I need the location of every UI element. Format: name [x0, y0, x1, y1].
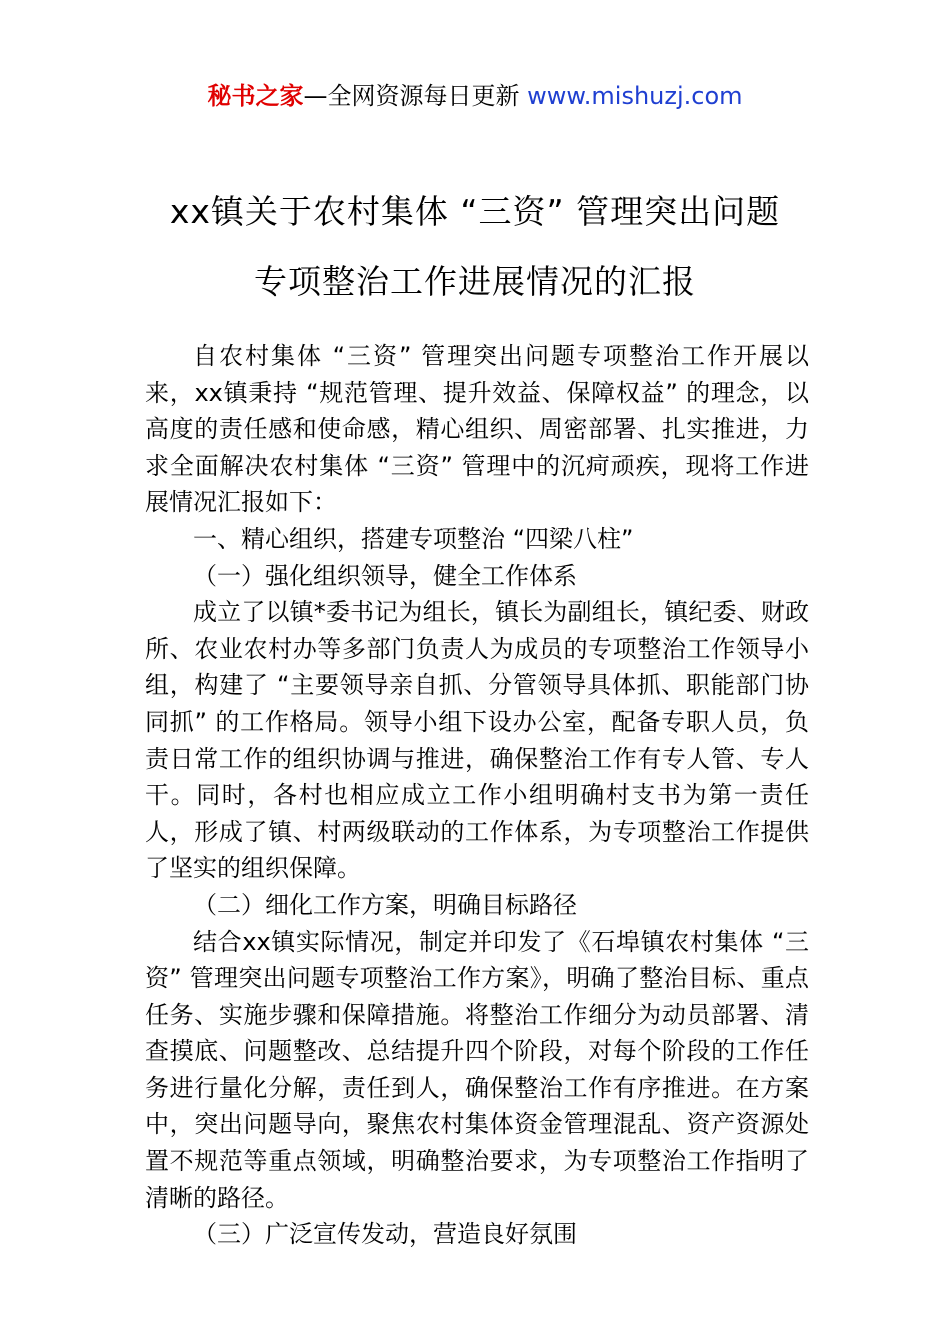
intro-paragraph: 自农村集体 “三资” 管理突出问题专项整治工作开展以来，xx镇秉持 “规范管理、提升效益、保障权益” 的理念，以高度的责任感和使命感，精心组织、周密部署、扎实推进，力求全面解决农村集体 “三资” 管理中的沉疴顽疾，现将工作进展情况汇报如下： [145, 342, 809, 517]
subsection-heading-3: （三）广泛宣传发动，营造良好氛围 [193, 1220, 577, 1249]
banner-tagline: —全网资源每日更新 [303, 82, 520, 110]
title-line-1: xx镇关于农村集体 “三资” 管理突出问题 [169, 192, 781, 231]
banner-url[interactable]: www.mishuzj.com [527, 82, 743, 110]
subsection-heading-2: （二）细化工作方案，明确目标路径 [193, 890, 577, 919]
site-banner [0, 80, 950, 112]
subsection-heading-1: （一）强化组织领导，健全工作体系 [193, 561, 577, 590]
body-paragraph-1: 成立了以镇*委书记为组长，镇长为副组长，镇纪委、财政所、农业农村办等多部门负责人为成员的专项整治工作领导小组，构建了 “主要领导亲自抓、分管领导具体抓、职能部门协同抓” 的工作格局。领导小组下设办公室，配备专职人员，负责日常工作的组织协调与推进，确保整治工作有专人管、专人干。同时，各村也相应成立工作小组明确村支书为第一责任人，形成了镇、村两级联动的工作体系，为专项整治工作提供了坚实的组织保障。 [145, 598, 809, 883]
banner-brand: 秘书之家 [207, 82, 304, 110]
section-heading-1: 一、精心组织，搭建专项整治 “四梁八柱” [193, 524, 634, 553]
body-paragraph-2: 结合xx镇实际情况，制定并印发了《石埠镇农村集体 “三资” 管理突出问题专项整治工作方案》，明确了整治目标、重点任务、实施步骤和保障措施。将整治工作细分为动员部署、清查摸底、问题整改、总结提升四个阶段，对每个阶段的工作任务进行量化分解，责任到人，确保整治工作有序推进。在方案中，突出问题导向，聚焦农村集体资金管理混乱、资产资源处置不规范等重点领域，明确整治要求，为专项整治工作指明了清晰的路径。 [145, 927, 809, 1212]
document-body [145, 338, 809, 1253]
document-title [0, 177, 950, 317]
title-line-2: 专项整治工作进展情况的汇报 [254, 262, 696, 301]
